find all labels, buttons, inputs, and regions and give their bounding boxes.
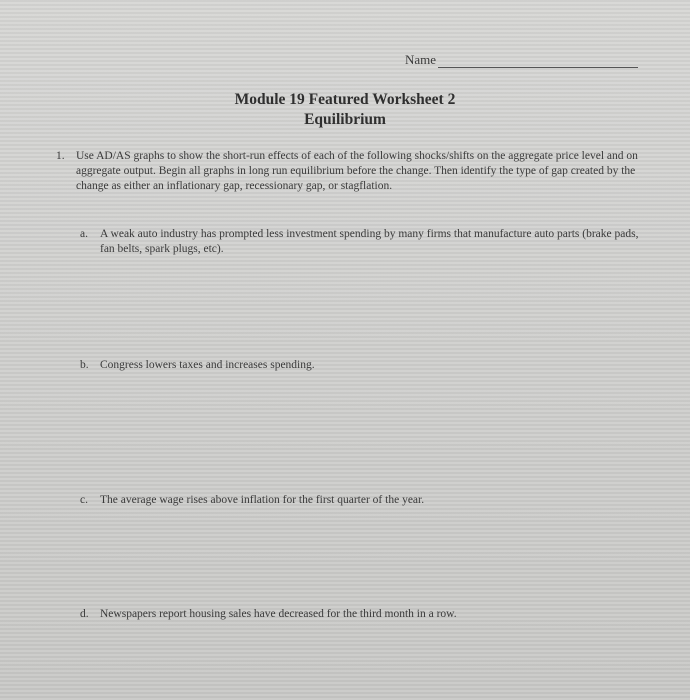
part-d-letter: d. [80, 608, 89, 620]
part-d-text: Newspapers report housing sales have decreased for the third month in a row. [100, 608, 457, 620]
name-blank-line [438, 53, 638, 68]
part-a-text: A weak auto industry has prompted less investment spending by many firms that manufacture auto parts (brake pads, fan belts, spark plugs, etc). [100, 228, 639, 255]
title-line-1: Module 19 Featured Worksheet 2 [234, 91, 456, 108]
part-d [80, 607, 640, 622]
title-line-2: Equilibrium [304, 111, 386, 128]
part-b-text: Congress lowers taxes and increases spending. [100, 359, 315, 371]
question-text: Use AD/AS graphs to show the short-run effects of each of the following shocks/shifts on the aggregate price level and on aggregate output. Begin all graphs in long run equilibrium before the change. Then identify the type of gap created by the change as either an inflationary gap, recessionary gap, or stagflation. [76, 150, 638, 192]
part-c [80, 493, 640, 508]
part-b [80, 358, 640, 373]
name-field-row [405, 52, 638, 68]
question-1 [56, 149, 646, 194]
part-b-letter: b. [80, 359, 89, 371]
question-number: 1. [56, 150, 65, 162]
part-c-letter: c. [80, 494, 88, 506]
part-c-text: The average wage rises above inflation for the first quarter of the year. [100, 494, 425, 506]
part-a-letter: a. [80, 228, 88, 240]
name-label: Name [405, 52, 437, 67]
worksheet-title [0, 90, 690, 130]
part-a [80, 227, 640, 257]
